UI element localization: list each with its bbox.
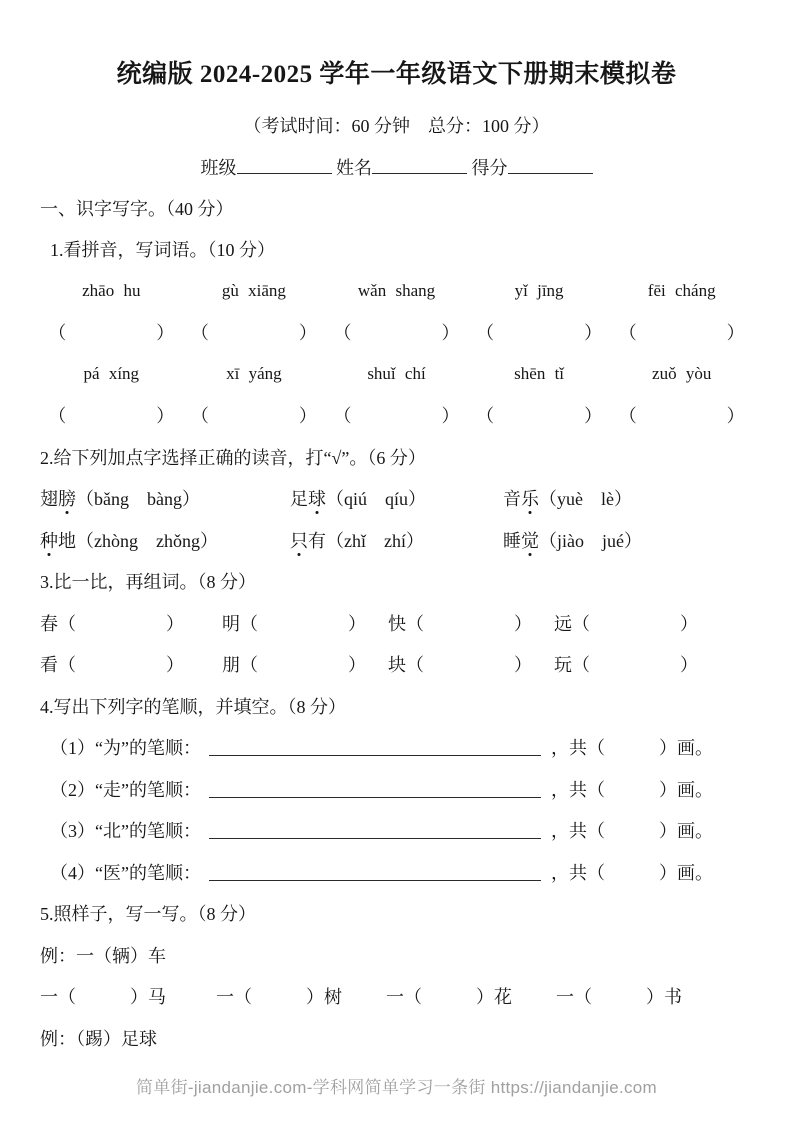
pinyin-word: shuǐ chí — [367, 363, 426, 383]
stroke-count-suffix: ，共（ ）画。 — [550, 779, 713, 800]
plain-char: 睡 — [503, 530, 521, 551]
answer-paren: （ ） — [476, 406, 603, 427]
q4-item-4 — [40, 851, 753, 893]
dotted-char: 膀 — [58, 485, 76, 511]
pronunciation-item — [40, 527, 290, 553]
exam-body — [40, 187, 753, 1059]
answer-paren: （ ） — [406, 613, 532, 634]
compare-word-cell — [222, 610, 388, 636]
class-blank — [237, 155, 332, 174]
dotted-char: 种 — [40, 527, 58, 553]
answer-paren: （ ） — [476, 323, 603, 344]
name-label: 姓名 — [336, 158, 372, 178]
score-blank — [508, 155, 593, 174]
pron-choices: （yuè lè） — [539, 489, 632, 510]
answer-paren: （ ） — [406, 655, 532, 676]
pron-choices: （qiú qíu） — [326, 489, 427, 510]
compare-char: 玩 — [554, 655, 572, 676]
answer-paren: （ ） — [240, 655, 366, 676]
compare-word-cell — [388, 651, 554, 677]
answer-paren: （ ） — [190, 323, 317, 344]
stroke-count-suffix: ，共（ ）画。 — [550, 821, 713, 842]
plain-char: 翅 — [40, 489, 58, 510]
answer-paren: （ ） — [618, 406, 745, 427]
pinyin-word: zhāo hu — [82, 280, 141, 300]
pinyin-word: pá xíng — [83, 363, 140, 383]
stroke-order-label: （2）“走”的笔顺： — [50, 779, 201, 800]
answer-paren: （ ） — [190, 406, 317, 427]
exam-meta: （考试时间：60 分钟 总分：100 分） — [243, 116, 550, 136]
pronunciation-item — [40, 485, 290, 511]
compare-char: 看 — [40, 655, 58, 676]
q1-pinyin-row-2 — [40, 353, 753, 395]
pronunciation-item — [290, 485, 503, 511]
score-label: 得分 — [471, 158, 508, 178]
stroke-order-label: （3）“北”的笔顺： — [50, 821, 201, 842]
pinyin-word: xī yáng — [226, 363, 282, 383]
stroke-order-label: （1）“为”的笔顺： — [50, 738, 201, 759]
answer-underline — [209, 737, 541, 756]
compare-char: 块 — [388, 655, 406, 676]
pinyin-word: gù xiāng — [221, 280, 286, 300]
q2-row-2 — [40, 519, 753, 561]
q3-label: 3.比一比，再组词。（8 分） — [40, 572, 256, 593]
compare-word-cell — [554, 610, 753, 636]
q4-item-1 — [40, 727, 753, 769]
q3-row-1 — [40, 602, 753, 644]
q1-pinyin-row-1 — [40, 270, 753, 312]
measure-word-cell: 一（ ）马 — [40, 987, 166, 1008]
pronunciation-item — [503, 485, 753, 511]
answer-paren: （ ） — [333, 406, 460, 427]
compare-word-cell — [222, 651, 388, 677]
answer-paren: （ ） — [240, 613, 366, 634]
q5-example-2: 例：（踢）足球 — [40, 1028, 157, 1049]
plain-char: 足 — [290, 489, 308, 510]
q1-answer-row-2 — [40, 395, 753, 437]
answer-paren: （ ） — [48, 323, 175, 344]
pinyin-word: wǎn shang — [357, 280, 436, 300]
answer-underline — [209, 862, 541, 881]
compare-char: 春 — [40, 613, 58, 634]
dotted-char: 觉 — [521, 527, 539, 553]
pronunciation-item — [503, 527, 753, 553]
pron-choices: 有（zhǐ zhí） — [308, 530, 424, 551]
pronunciation-item — [290, 527, 503, 553]
q3-row-2 — [40, 644, 753, 686]
pinyin-word: fēi cháng — [647, 280, 716, 300]
q2-label: 2.给下列加点字选择正确的读音，打“√”。（6 分） — [40, 447, 426, 468]
compare-char: 远 — [554, 613, 572, 634]
answer-paren: （ ） — [48, 406, 175, 427]
answer-underline — [209, 779, 541, 798]
pinyin-word: yǐ jīng — [514, 280, 564, 300]
stroke-count-suffix: ，共（ ）画。 — [550, 862, 713, 883]
q4-label: 4.写出下列字的笔顺，并填空。（8 分） — [40, 696, 346, 717]
stroke-count-suffix: ，共（ ）画。 — [550, 738, 713, 759]
q4-item-2 — [40, 768, 753, 810]
name-blank — [372, 155, 467, 174]
q4-item-3 — [40, 810, 753, 852]
pinyin-word: zuǒ yòu — [652, 363, 712, 383]
q2-row-1 — [40, 478, 753, 520]
dotted-char: 只 — [290, 527, 308, 553]
compare-word-cell — [40, 610, 222, 636]
q5-example-1: 例：一（辆）车 — [40, 945, 166, 966]
exam-title: 统编版 2024-2025 学年一年级语文下册期末模拟卷 — [116, 61, 677, 88]
q1-label: 1.看拼音，写词语。（10 分） — [50, 240, 275, 261]
answer-paren: （ ） — [572, 613, 698, 634]
dotted-char: 球 — [308, 485, 326, 511]
section-heading: 一、识字写字。（40 分） — [40, 198, 234, 219]
pron-choices: （jiào jué） — [539, 530, 642, 551]
q5-label: 5.照样子，写一写。（8 分） — [40, 904, 256, 925]
pron-choices: （bǎng bàng） — [76, 489, 200, 510]
student-info-line — [40, 155, 753, 181]
stroke-order-label: （4）“医”的笔顺： — [50, 862, 201, 883]
compare-char: 朋 — [222, 655, 240, 676]
pron-choices: 地（zhòng zhǒng） — [58, 530, 218, 551]
measure-word-cell: 一（ ）书 — [556, 987, 682, 1008]
q1-answer-row-1 — [40, 312, 753, 354]
class-label: 班级 — [200, 158, 237, 178]
answer-paren: （ ） — [333, 323, 460, 344]
answer-underline — [209, 820, 541, 839]
answer-paren: （ ） — [58, 655, 184, 676]
compare-word-cell — [40, 651, 222, 677]
compare-word-cell — [554, 651, 753, 677]
measure-word-cell: 一（ ）花 — [386, 987, 512, 1008]
q5-count-row — [40, 976, 753, 1018]
plain-char: 音 — [503, 489, 521, 510]
answer-paren: （ ） — [618, 323, 745, 344]
compare-char: 快 — [388, 613, 406, 634]
pinyin-word: shēn tǐ — [514, 363, 565, 383]
compare-word-cell — [388, 610, 554, 636]
answer-paren: （ ） — [58, 613, 184, 634]
answer-paren: （ ） — [572, 655, 698, 676]
compare-char: 明 — [222, 613, 240, 634]
measure-word-cell: 一（ ）树 — [216, 987, 342, 1008]
dotted-char: 乐 — [521, 485, 539, 511]
footer-watermark: 简单街-jiandanjie.com-学科网简单学习一条街 https://jiandanjie.com — [135, 1078, 658, 1097]
